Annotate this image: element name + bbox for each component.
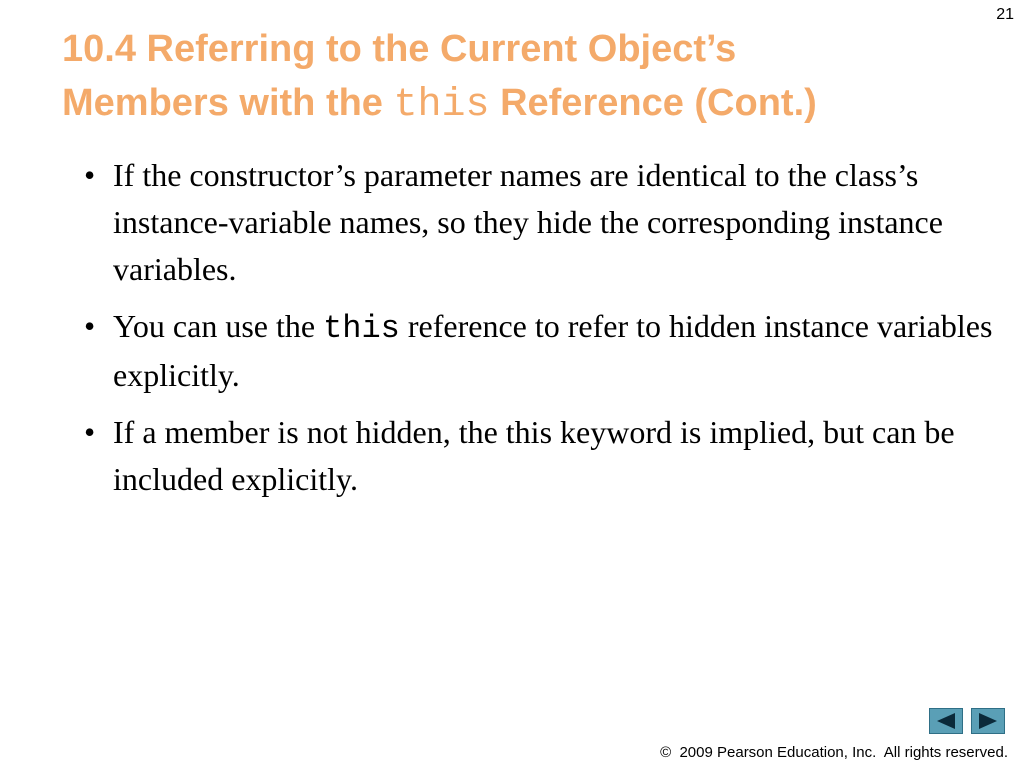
bullet-item: [84, 409, 1004, 503]
title-line-2-end: Reference (Cont.): [489, 82, 817, 124]
page-number: 21: [996, 6, 1014, 23]
bullet-icon: •: [84, 308, 96, 344]
previous-slide-button[interactable]: [929, 708, 963, 734]
bullet-icon: •: [84, 157, 96, 193]
title-line-1: 10.4 Referring to the Current Object’s: [62, 28, 737, 70]
arrow-left-icon: [935, 712, 957, 730]
bullet-text: If the constructor’s parameter names are identical to the class’s instance-variable names, so they hide the corresponding instance variables.: [113, 157, 943, 287]
slide-navigation: [929, 708, 1005, 734]
bullet-list: [84, 152, 1004, 513]
bullet-text-end: reference to refer to hidden instance variables explicitly.: [113, 308, 993, 393]
title-line-2-start: Members with the: [62, 82, 394, 124]
title-code-keyword: this: [393, 83, 490, 128]
bullet-item: [84, 152, 1004, 293]
bullet-code-keyword: this: [323, 310, 400, 347]
bullet-text: If a member is not hidden, the this keyword is implied, but can be included explicitly.: [113, 414, 955, 497]
bullet-item: [84, 303, 1004, 399]
copyright-footer: © 2009 Pearson Education, Inc. All rights reserved.: [660, 744, 1008, 761]
bullet-text-start: You can use the: [113, 308, 324, 344]
arrow-right-icon: [977, 712, 999, 730]
bullet-icon: •: [84, 414, 96, 450]
slide-title: [62, 22, 992, 133]
next-slide-button[interactable]: [971, 708, 1005, 734]
